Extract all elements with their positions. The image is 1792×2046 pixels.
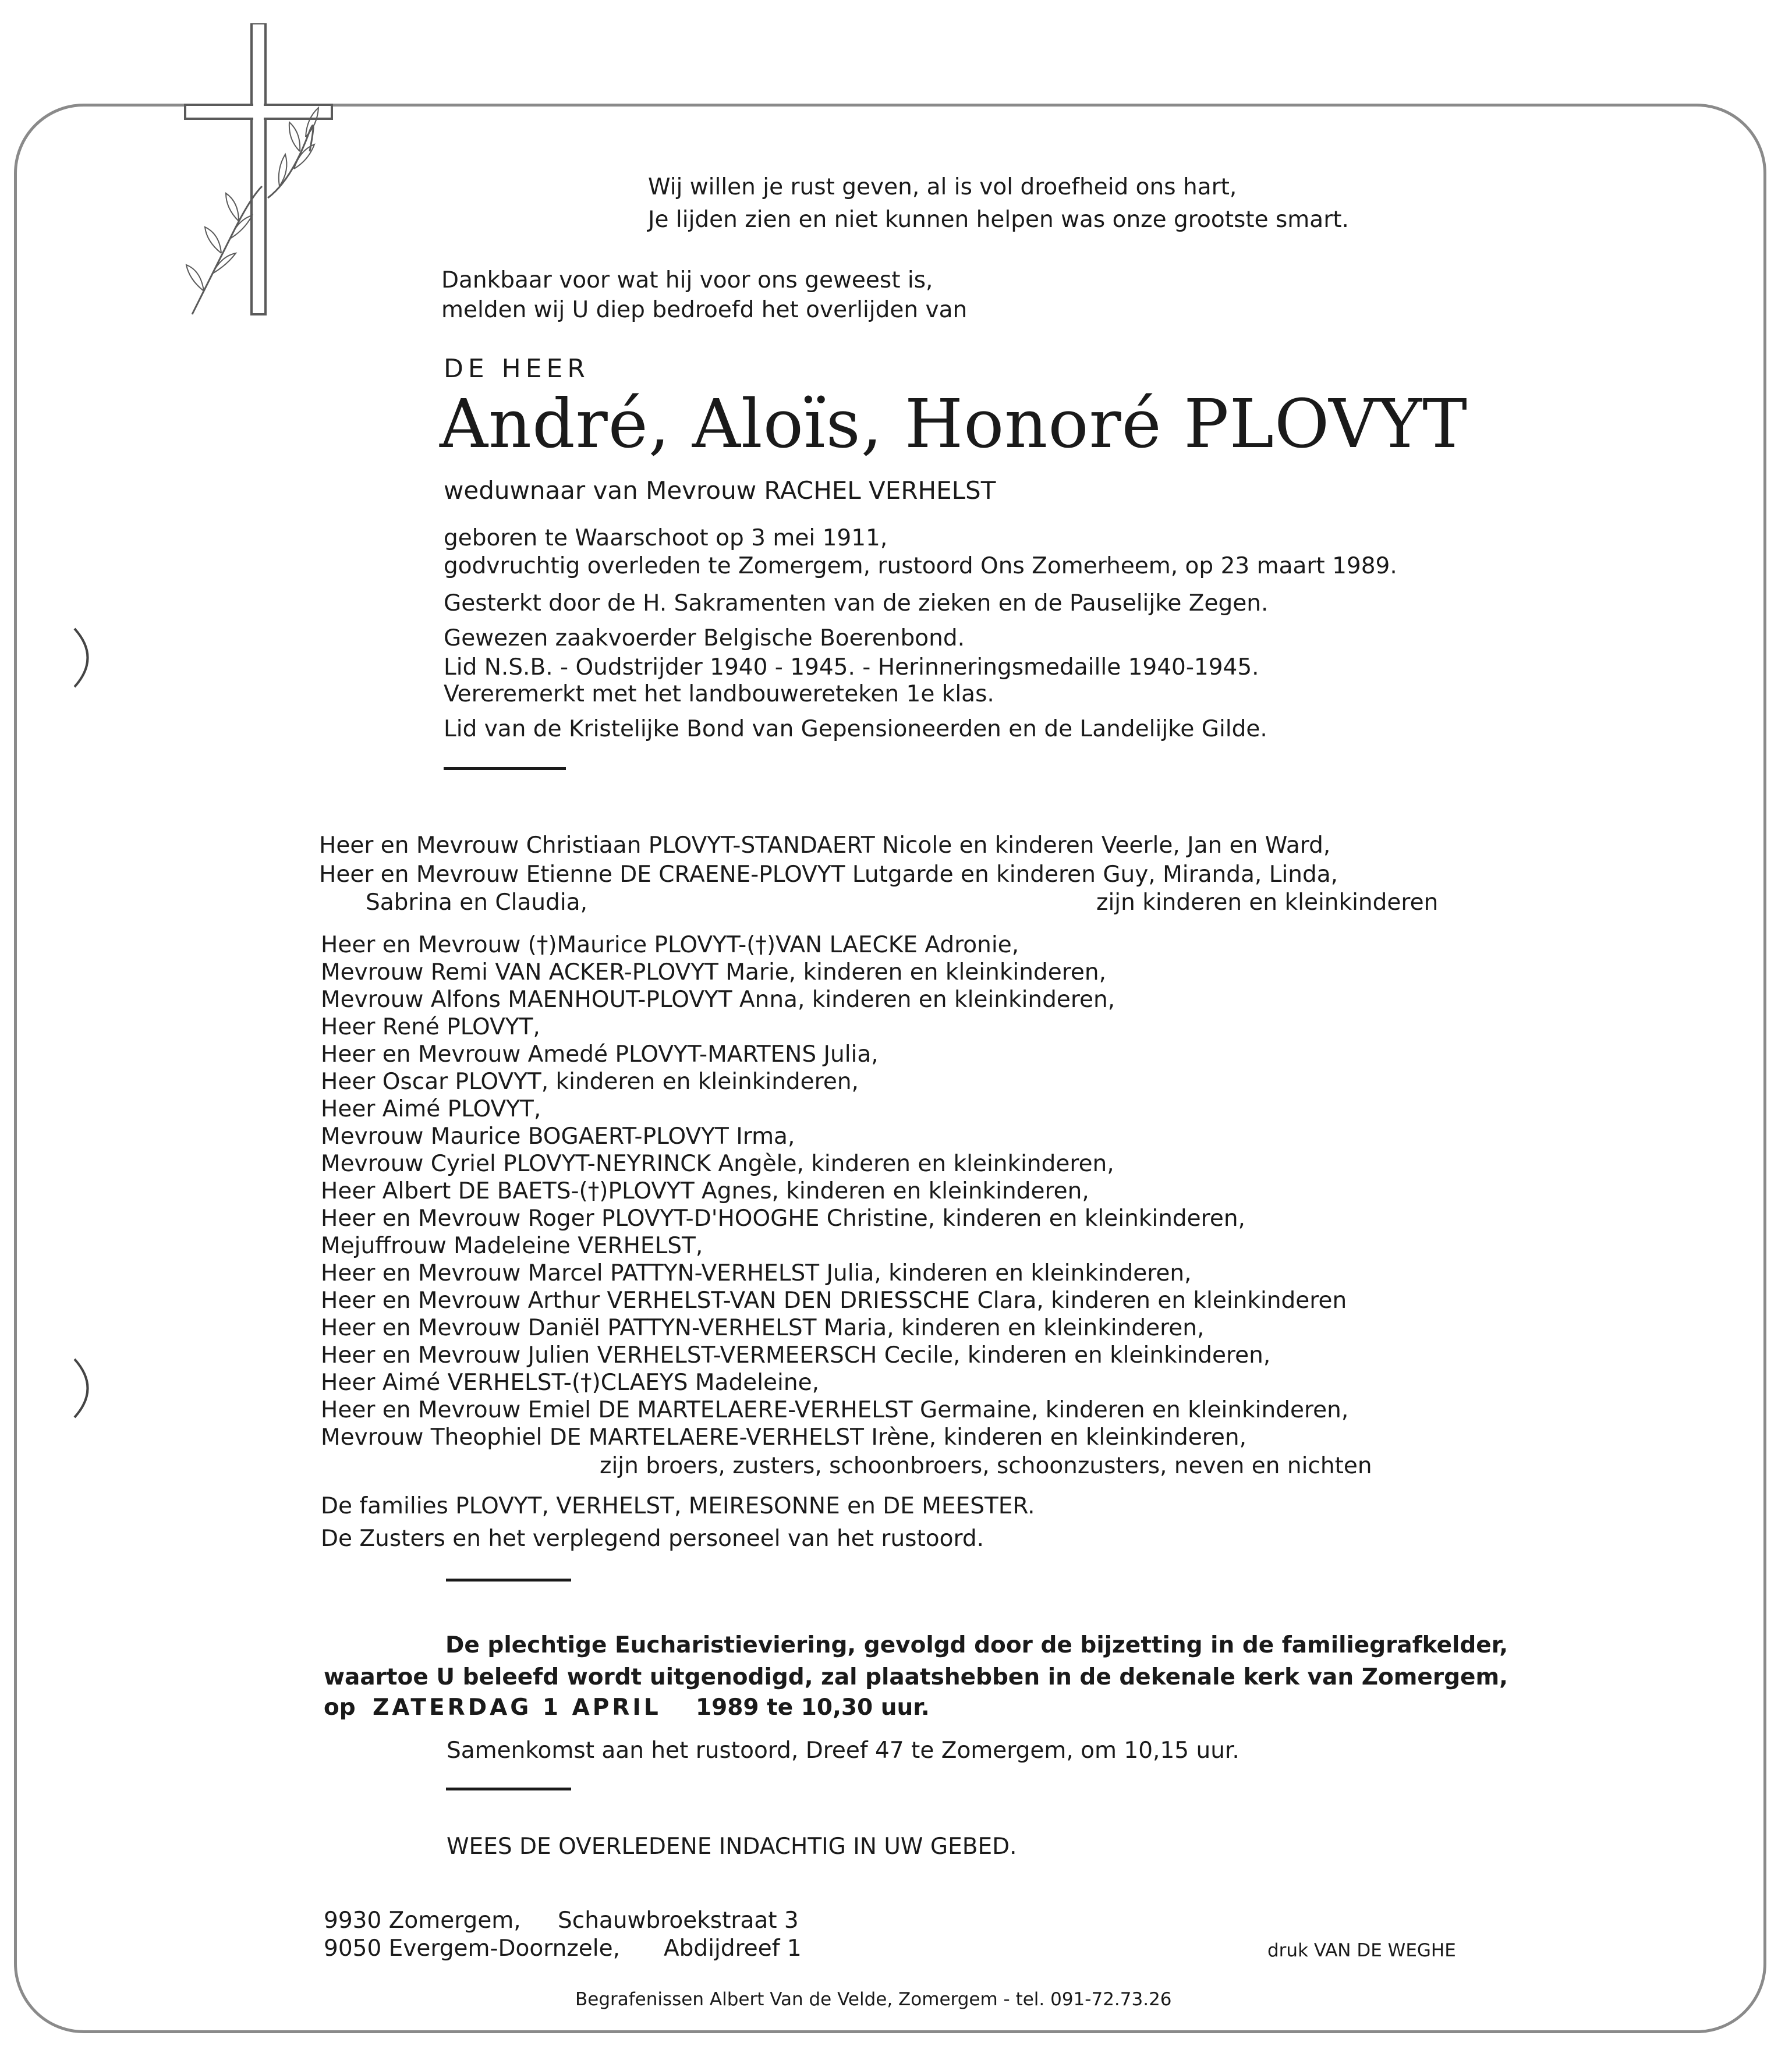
punch-hole-mark xyxy=(69,1356,104,1420)
title-prefix: DE HEER xyxy=(444,354,590,384)
sibling-line: Heer Albert DE BAETS-(†)PLOVYT Agnes, kinderen en kleinkinderen, xyxy=(321,1178,1089,1204)
punch-hole-mark xyxy=(69,626,104,690)
sibling-line: Heer Oscar PLOVYT, kinderen en kleinkinderen, xyxy=(321,1069,859,1095)
sibling-line: Mevrouw Maurice BOGAERT-PLOVYT Irma, xyxy=(321,1123,795,1150)
sibling-line: Mevrouw Cyriel PLOVYT-NEYRINCK Angèle, kinderen en kleinkinderen, xyxy=(321,1151,1114,1177)
sibling-line: Heer en Mevrouw Arthur VERHELST-VAN DEN DRIESSCHE Clara, kinderen en kleinkinderen xyxy=(321,1288,1347,1314)
biography-line: Gewezen zaakvoerder Belgische Boerenbond. xyxy=(444,625,965,651)
sacraments-line: Gesterkt door de H. Sakramenten van de zieken en de Pauselijke Zegen. xyxy=(444,590,1269,616)
intro-line: Dankbaar voor wat hij voor ons geweest is, xyxy=(441,267,933,293)
intro-line: melden wij U diep bedroefd het overlijden van xyxy=(441,297,968,323)
widower-of: weduwnaar van Mevrouw RACHEL VERHELST xyxy=(444,476,996,505)
death-line: godvruchtig overleden te Zomergem, rustoord Ons Zomerheem, op 23 maart 1989. xyxy=(444,553,1397,579)
sibling-line: Mejuffrouw Madeleine VERHELST, xyxy=(321,1233,703,1259)
biography-line: Vereremerkt met het landbouwereteken 1e klas. xyxy=(444,681,994,707)
children-summary: zijn kinderen en kleinkinderen xyxy=(1096,889,1439,916)
ceremony-date: ZATERDAG 1 APRIL xyxy=(373,1694,661,1721)
sibling-line: Heer en Mevrouw Emiel DE MARTELAERE-VERHELST Germaine, kinderen en kleinkinderen, xyxy=(321,1397,1349,1423)
undertaker-line: Begrafenissen Albert Van de Velde, Zomergem - tel. 091-72.73.26 xyxy=(575,1989,1172,2010)
remembrance-line: WEES DE OVERLEDENE INDACHTIG IN UW GEBED. xyxy=(447,1834,1017,1860)
divider xyxy=(446,1788,571,1790)
sibling-line: Heer en Mevrouw Daniël PATTYN-VERHELST Maria, kinderen en kleinkinderen, xyxy=(321,1315,1205,1341)
gathering-line: Samenkomst aan het rustoord, Dreef 47 te Zomergem, om 10,15 uur. xyxy=(447,1737,1239,1764)
sibling-line: Heer en Mevrouw Marcel PATTYN-VERHELST Julia, kinderen en kleinkinderen, xyxy=(321,1260,1192,1286)
deceased-name: André, Aloïs, Honoré PLOVYT xyxy=(440,385,1468,463)
divider xyxy=(446,1579,571,1582)
printer-credit: druk VAN DE WEGHE xyxy=(1267,1940,1456,1961)
sibling-line: Mevrouw Alfons MAENHOUT-PLOVYT Anna, kinderen en kleinkinderen, xyxy=(321,987,1115,1013)
siblings-summary: zijn broers, zusters, schoonbroers, schoonzusters, neven en nichten xyxy=(600,1453,1372,1479)
sibling-line: Heer Aimé VERHELST-(†)CLAEYS Madeleine, xyxy=(321,1370,819,1396)
sibling-line: Heer en Mevrouw Roger PLOVYT-D'HOOGHE Christine, kinderen en kleinkinderen, xyxy=(321,1205,1245,1232)
children-line: Sabrina en Claudia, xyxy=(366,889,587,916)
sibling-line: Mevrouw Theophiel DE MARTELAERE-VERHELST Irène, kinderen en kleinkinderen, xyxy=(321,1424,1246,1451)
ceremony-date-prefix: op xyxy=(324,1694,356,1721)
sibling-line: Heer René PLOVYT, xyxy=(321,1014,540,1040)
birth-line: geboren te Waarschoot op 3 mei 1911, xyxy=(444,525,888,551)
divider xyxy=(444,767,566,770)
address-city: 9050 Evergem-Doornzele, xyxy=(324,1935,621,1962)
address-street: Abdijdreef 1 xyxy=(664,1935,802,1962)
families-line: De families PLOVYT, VERHELST, MEIRESONNE en DE MEESTER. xyxy=(321,1493,1035,1519)
ceremony-line: waartoe U beleefd wordt uitgenodigd, zal plaatshebben in de dekenale kerk van Zomergem, xyxy=(324,1664,1508,1690)
sibling-line: Mevrouw Remi VAN ACKER-PLOVYT Marie, kinderen en kleinkinderen, xyxy=(321,959,1107,985)
address-city: 9930 Zomergem, xyxy=(324,1907,521,1934)
address-street: Schauwbroekstraat 3 xyxy=(558,1907,799,1934)
ceremony-time: 1989 te 10,30 uur. xyxy=(696,1694,930,1721)
nursing-home-line: De Zusters en het verplegend personeel van het rustoord. xyxy=(321,1526,984,1552)
biography-line: Lid van de Kristelijke Bond van Gepensioneerden en de Landelijke Gilde. xyxy=(444,716,1267,742)
sibling-line: Heer en Mevrouw Julien VERHELST-VERMEERSCH Cecile, kinderen en kleinkinderen, xyxy=(321,1342,1271,1368)
sibling-line: Heer en Mevrouw (†)Maurice PLOVYT-(†)VAN LAECKE Adronie, xyxy=(321,932,1019,958)
sibling-line: Heer Aimé PLOVYT, xyxy=(321,1096,541,1122)
children-line: Heer en Mevrouw Christiaan PLOVYT-STANDAERT Nicole en kinderen Veerle, Jan en Ward, xyxy=(319,832,1331,859)
children-line: Heer en Mevrouw Etienne DE CRAENE-PLOVYT Lutgarde en kinderen Guy, Miranda, Linda, xyxy=(319,861,1338,888)
verse-line: Je lijden zien en niet kunnen helpen was onze grootste smart. xyxy=(648,207,1349,233)
sibling-line: Heer en Mevrouw Amedé PLOVYT-MARTENS Julia, xyxy=(321,1041,879,1068)
verse-line: Wij willen je rust geven, al is vol droefheid ons hart, xyxy=(648,174,1237,200)
cross-with-branch-icon xyxy=(180,23,338,320)
ceremony-line: De plechtige Eucharistieviering, gevolgd door de bijzetting in de familiegrafkelder, xyxy=(445,1632,1508,1658)
biography-line: Lid N.S.B. - Oudstrijder 1940 - 1945. - Herinneringsmedaille 1940-1945. xyxy=(444,654,1259,680)
